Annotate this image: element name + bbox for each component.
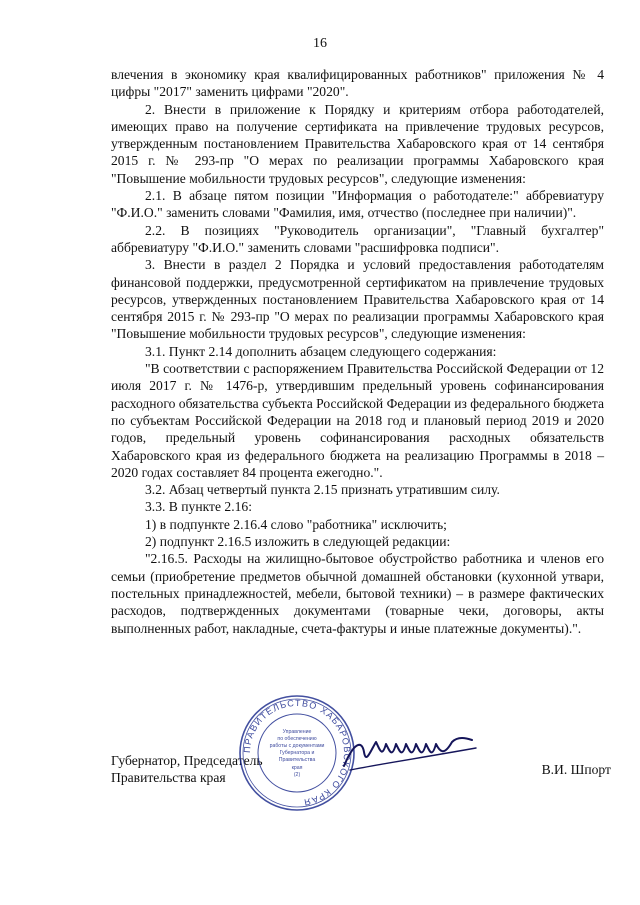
paragraph-continuation: влечения в экономику края квалифицированных работников" приложения № 4 цифры "2017" заменить цифрами "2020". [111, 67, 604, 100]
paragraph-subitem-1: 1) в подпункте 2.16.4 слово "работника" исключить; [145, 516, 447, 532]
signatory-name: В.И. Шпорт [541, 762, 611, 777]
signatory-title-line-1: Губернатор, Председатель [111, 753, 263, 768]
paragraph-item-3-1: 3.1. Пункт 2.14 дополнить абзацем следующего содержания: [145, 343, 497, 359]
page-number: 16 [313, 36, 327, 51]
body-text [111, 66, 604, 637]
official-seal-stamp [237, 693, 357, 813]
handwritten-signature [340, 722, 480, 782]
paragraph-item-3-3: 3.3. В пункте 2.16: [145, 499, 252, 515]
paragraph-subitem-2: 2) подпункт 2.16.5 изложить в следующей редакции: [145, 534, 451, 550]
paragraph-item-3: 3. Внести в раздел 2 Порядка и условий предоставления работодателям финансовой поддержки, предусмотренной сертификатом на привлечение трудовых ресурсов, утвержденных постановлением Правительства Хабаровского края от 14 сентября 2015 г. № 293-пр "О мерах по реализации программы Хабаровского края "Повышение мобильности трудовых ресурсов", следующие изменения: [111, 257, 604, 342]
seal-inner-line: (2) [293, 772, 301, 778]
paragraph-quote-2-16-5: "2.16.5. Расходы на жилищно-бытовое обустройство работника и членов его семьи (приобретение предметов обычной домашней обстановки (кухонной утвари, постельных принадлежностей, мебели, бытовой техники) – в размере фактических расходов, подтвержденных документами (товарные чеки, договоры, акты выполненных работ, накладные, счета-фактуры и иные платежные документы).". [111, 551, 604, 636]
seal-ring-text: ПРАВИТЕЛЬСТВО ХАБАРОВСКОГО КРАЯ [241, 697, 353, 808]
seal-inner-line: Губернатора и [279, 750, 315, 756]
seal-inner-line: по обеспечению [277, 736, 317, 742]
paragraph-item-3-2: 3.2. Абзац четвертый пункта 2.15 признать утратившим силу. [145, 482, 500, 498]
signatory-title-line-2: Правительства края [111, 770, 226, 785]
seal-inner-line: работы с документами [269, 743, 325, 749]
paragraph-item-2-2: 2.2. В позициях "Руководитель организации", "Главный бухгалтер" аббревиатуру "Ф.И.О." заменить словами "расшифровка подписи". [111, 222, 604, 255]
paragraph-item-2: 2. Внести в приложение к Порядку и критериям отбора работодателей, имеющих право на получение сертификата на привлечение трудовых ресурсов, утвержденным постановлением Правительства Хабаровского края от 14 сентября 2015 г. № 293-пр "О мерах по реализации программы Хабаровского края "Повышение мобильности трудовых ресурсов", следующие изменения: [111, 101, 604, 186]
seal-inner-line: Управление [282, 729, 312, 735]
paragraph-item-2-1: 2.1. В абзаце пятом позиции "Информация о работодателе:" аббревиатуру "Ф.И.О." заменить словами "Фамилия, имя, отчество (последнее при наличии)". [111, 188, 604, 221]
paragraph-quote-2-14: "В соответствии с распоряжением Правительства Российской Федерации от 12 июля 2017 г. № 1476-р, утвердившим предельный уровень софинансирования расходного обязательства субъекта Российской Федерации из федерального бюджета по субъектам Российской Федерации на 2018 год и плановый период 2019 и 2020 годов, предельный уровень софинансирования расходных обязательств Хабаровского края из федерального бюджета на реализацию Программы в 2018 – 2020 годах составляет 84 процента ежегодно.". [111, 361, 604, 480]
seal-inner-line: Правительства [278, 757, 316, 763]
seal-inner-line: края [291, 765, 303, 771]
